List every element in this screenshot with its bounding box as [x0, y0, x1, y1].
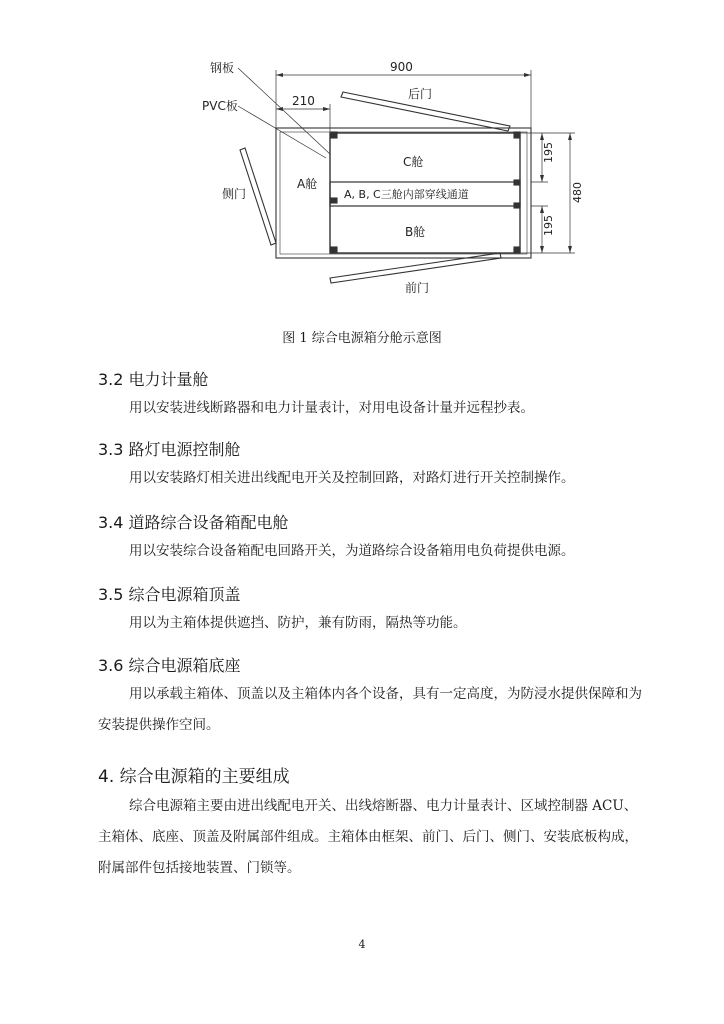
- label-pvc: PVC板: [202, 99, 238, 113]
- dim-c: 195: [542, 142, 555, 163]
- section-title: 3.4 道路综合设备箱配电舱: [98, 513, 289, 532]
- page-number: 4: [358, 938, 366, 951]
- label-b: B舱: [405, 225, 426, 239]
- section-text: 用以安装进线断路器和电力计量表计，对用电设备计量并远程抄表。: [129, 400, 534, 416]
- section-title: 3.6 综合电源箱底座: [98, 656, 241, 675]
- dim-a: 210: [292, 94, 315, 108]
- section-text: 用以安装路灯相关进出线配电开关及控制回路，对路灯进行开关控制操作。: [129, 470, 575, 486]
- section-title: 3.5 综合电源箱顶盖: [98, 585, 241, 604]
- section-text: 用以为主箱体提供遮挡、防护，兼有防雨，隔热等功能。: [129, 615, 467, 631]
- section-title: 3.2 电力计量舱: [98, 370, 209, 389]
- label-back-door: 后门: [408, 87, 433, 101]
- label-a: A舱: [297, 177, 318, 191]
- label-side-door: 侧门: [222, 187, 247, 201]
- section-text: 用以安装综合设备箱配电回路开关，为道路综合设备箱用电负荷提供电源。: [129, 543, 575, 559]
- label-front-door: 前门: [405, 281, 430, 295]
- dim-total: 900: [390, 60, 413, 74]
- chapter-title: 4. 综合电源箱的主要组成: [98, 767, 290, 787]
- dim-b: 195: [542, 215, 555, 236]
- section-text: 用以承载主箱体、顶盖以及主箱体内各个设备，具有一定高度，为防浸水提供保障和为安装提供操作空间。: [98, 686, 642, 733]
- figure-caption: 图 1 综合电源箱分舱示意图: [282, 331, 442, 346]
- section-title: 3.3 路灯电源控制舱: [98, 440, 241, 459]
- label-c: C舱: [403, 155, 424, 169]
- dim-height: 480: [571, 182, 584, 203]
- label-steel: 钢板: [210, 61, 235, 75]
- label-channel: A, B, C三舱内部穿线通道: [344, 188, 469, 201]
- chapter-text: 综合电源箱主要由进出线配电开关、出线熔断器、电力计量表计、区域控制器 ACU、主箱体、底座、顶盖及附属部件组成。主箱体由框架、前门、后门、侧门、安装底板构成，附属部件包括接地装置、门锁等。: [98, 798, 638, 876]
- compartment-diagram: [180, 48, 600, 308]
